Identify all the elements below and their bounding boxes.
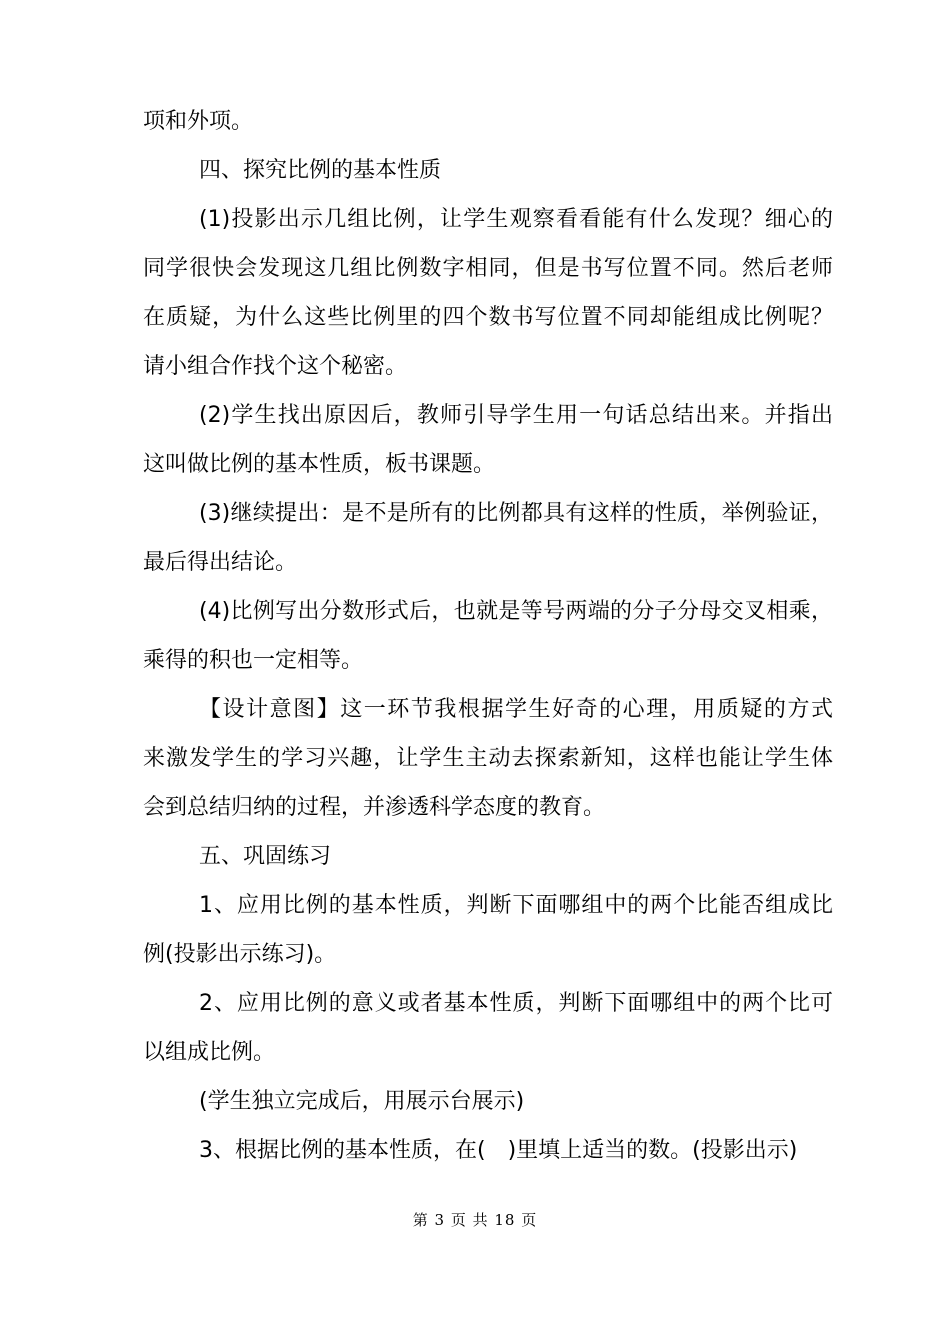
text-line: 请小组合作找个这个秘密。 [143, 354, 408, 379]
text-line: 1、应用比例的基本性质，判断下面哪组中的两个比能否组成比 [199, 893, 833, 918]
text-line: 3、根据比例的基本性质，在( )里填上适当的数。(投影出示) [199, 1138, 798, 1163]
text-line: 五、巩固练习 [199, 844, 332, 869]
text-line: 在质疑，为什么这些比例里的四个数书写位置不同却能组成比例呢？ [143, 305, 833, 330]
text-line: 项和外项。 [143, 109, 254, 134]
text-line: (4)比例写出分数形式后，也就是等号两端的分子分母交叉相乘， [199, 599, 833, 624]
text-line: (学生独立完成后，用展示台展示) [199, 1089, 525, 1114]
page-footer: 第 3 页 共 18 页 [412, 1211, 538, 1229]
text-line: 【设计意图】这一环节我根据学生好奇的心理，用质疑的方式 [199, 697, 833, 722]
text-line: 会到总结归纳的过程，并渗透科学态度的教育。 [143, 795, 606, 820]
text-line: (3)继续提出：是不是所有的比例都具有这样的性质，举例验证， [199, 501, 833, 526]
text-line: (2)学生找出原因后，教师引导学生用一句话总结出来。并指出 [199, 403, 833, 428]
text-line: 乘得的积也一定相等。 [143, 648, 364, 673]
text-line: 同学很快会发现这几组比例数字相同，但是书写位置不同。然后老师 [143, 256, 833, 281]
text-line: 四、探究比例的基本性质 [199, 158, 442, 183]
text-line: 2、应用比例的意义或者基本性质，判断下面哪组中的两个比可 [199, 991, 833, 1016]
text-line: 例(投影出示练习)。 [143, 942, 337, 967]
text-line: 以组成比例。 [143, 1040, 276, 1065]
document-body [143, 97, 833, 1175]
text-line: 这叫做比例的基本性质，板书课题。 [143, 452, 496, 477]
text-line: 来激发学生的学习兴趣，让学生主动去探索新知，这样也能让学生体 [143, 746, 833, 771]
text-line: 最后得出结论。 [143, 550, 298, 575]
text-line: (1)投影出示几组比例，让学生观察看看能有什么发现？细心的 [199, 207, 833, 232]
